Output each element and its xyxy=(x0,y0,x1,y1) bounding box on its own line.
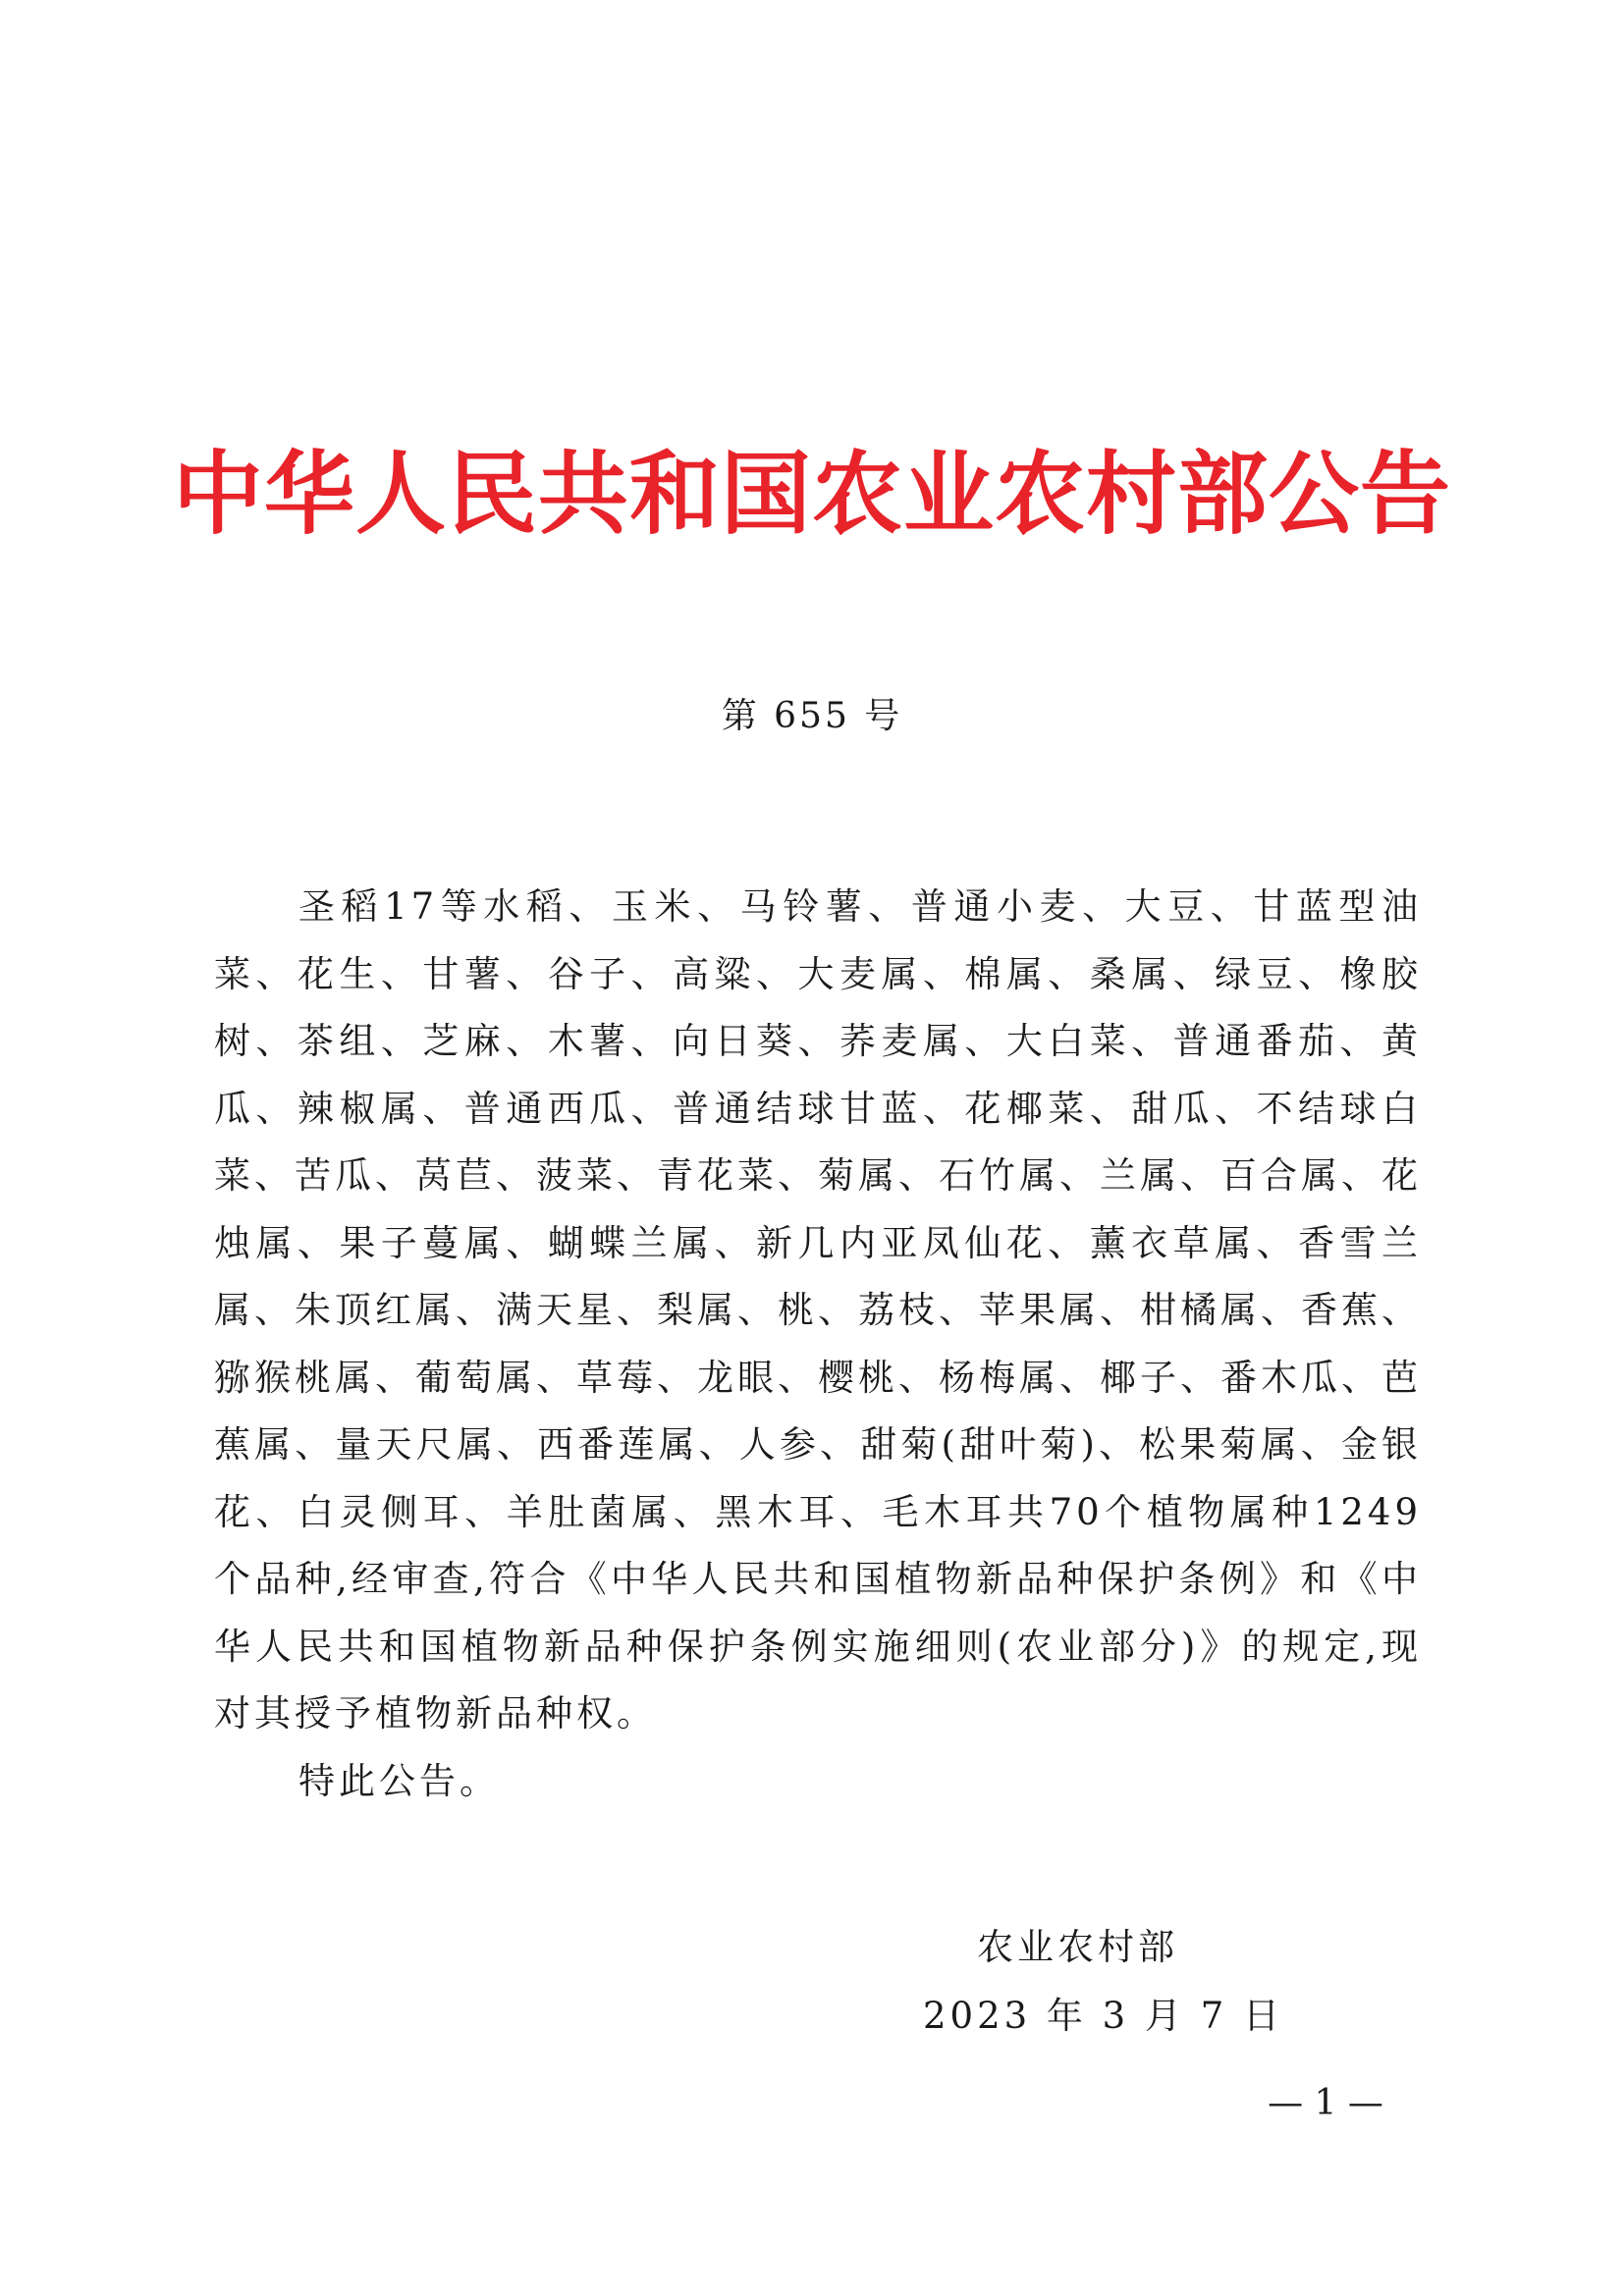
document-number: 第 655 号 xyxy=(721,696,903,736)
document-title: 中华人民共和国农业农村部公告 xyxy=(172,441,1451,547)
body-paragraph-closing: 特此公告。 xyxy=(298,1759,500,1802)
body-paragraph-main: 圣稻17等水稻、玉米、马铃薯、普通小麦、大豆、甘蓝型油菜、花生、甘薯、谷子、高粱、大麦属、棉属、桑属、绿豆、橡胶树、茶组、芝麻、木薯、向日葵、荞麦属、大白菜、普通番茄、黄瓜、辣椒属、普通西瓜、普通结球甘蓝、花椰菜、甜瓜、不结球白菜、苦瓜、莴苣、菠菜、青花菜、菊属、石竹属、兰属、百合属、花烛属、果子蔓属、蝴蝶兰属、新几内亚凤仙花、薰衣草属、香雪兰属、朱顶红属、满天星、梨属、桃、荔枝、苹果属、柑橘属、香蕉、猕猴桃属、葡萄属、草莓、龙眼、樱桃、杨梅属、椰子、番木瓜、芭蕉属、量天尺属、西番莲属、人参、甜菊(甜叶菊)、松果菊属、金银花、白灵侧耳、羊肚菌属、黑木耳、毛木耳共70个植物属种1249个品种,经审查,符合《中华人民共和国植物新品种保护条例》和《中华人民共和国植物新品种保护条例实施细则(农业部分)》的规定,现对其授予植物新品种权。 xyxy=(214,885,1422,1735)
announcement-body xyxy=(214,874,1422,1815)
page-number: — 1 — xyxy=(1268,2083,1383,2123)
issue-date: 2023 年 3 月 7 日 xyxy=(923,1995,1284,2037)
issuing-organization: 农业农村部 xyxy=(977,1926,1178,1968)
